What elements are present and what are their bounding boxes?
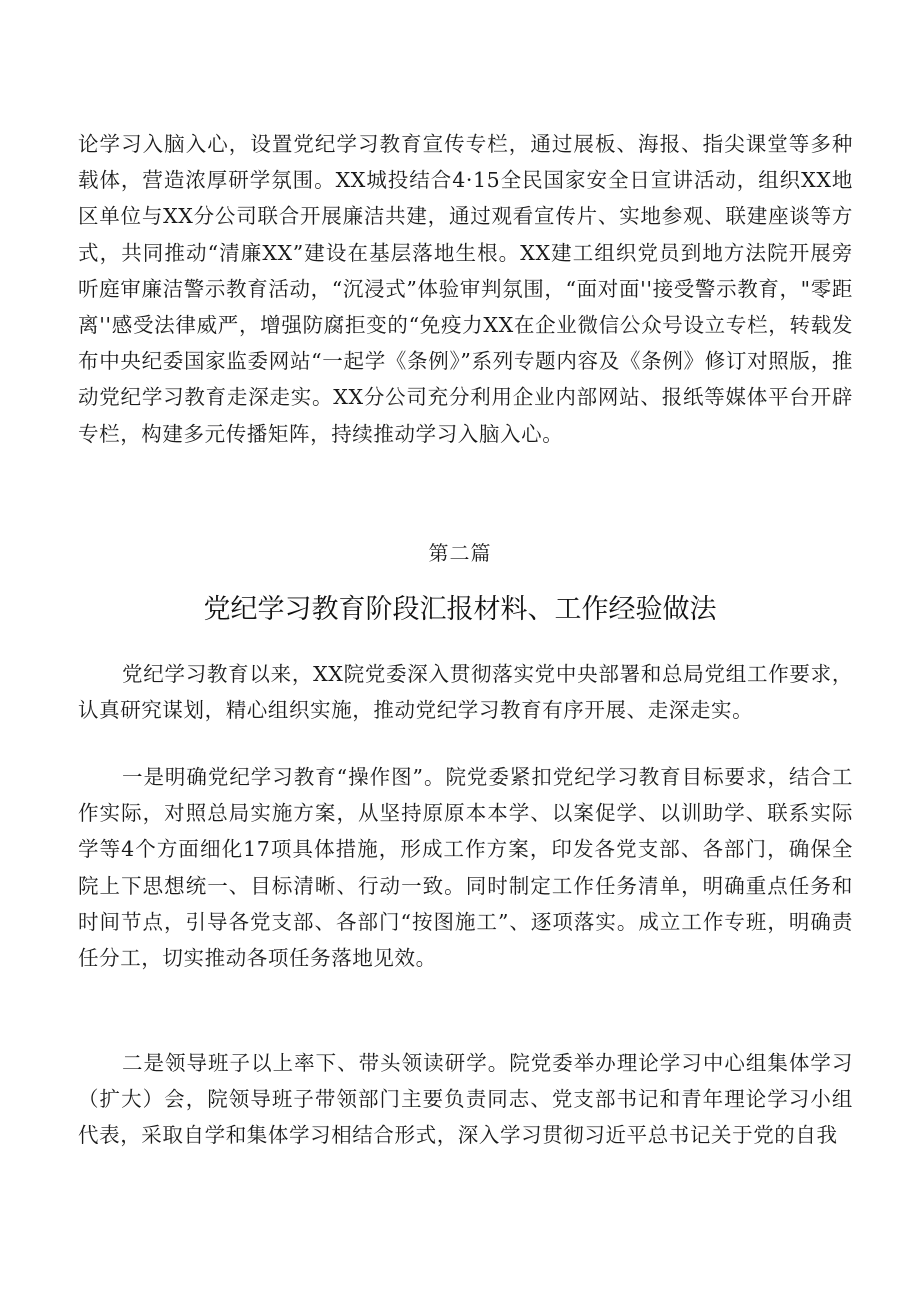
section-label: 第二篇 xyxy=(428,541,492,565)
continued-paragraph: 论学习入脑入心，设置党纪学习教育宣传专栏，通过展板、海报、指尖课堂等多种载体，营造浓厚研学氛围。XX城投结合4·15全民国家安全日宣讲活动，组织XX地区单位与XX分公司联合开展廉洁共建，通过观看宣传片、实地参观、联建座谈等方式，共同推动“清廉XX”建设在基层落地生根。XX建工组织党员到地方法院开展旁听庭审廉洁警示教育活动，“沉浸式”体验审判氛围，“面对面''接受警示教育，"零距离''感受法律威严，增强防腐拒变的“免疫力XX在企业微信公众号设立专栏，转载发布中央纪委国家监委网站“一起学《条例》”系列专题内容及《条例》修订对照版，推动党纪学习教育走深走实。XX分公司充分利用企业内部网站、报纸等媒体平台开辟专栏，构建多元传播矩阵，持续推动学习入脑入心。 xyxy=(78,132,853,446)
intro-paragraph: 党纪学习教育以来，XX院党委深入贯彻落实党中央部署和总局党组工作要求，认真研究谋划，精心组织实施，推动党纪学习教育有序开展、走深走实。 xyxy=(78,662,853,723)
document-title: 党纪学习教育阶段汇报材料、工作经验做法 xyxy=(203,594,717,625)
body-paragraph-leadership-study: 二是领导班子以上率下、带头领读研学。院党委举办理论学习中心组集体学习（扩大）会，院领导班子带领部门主要负责同志、党支部书记和青年理论学习小组代表，采取自学和集体学习相结合形式，深入学习贯彻习近平总书记关于党的自我 xyxy=(78,1051,853,1148)
body-paragraph-operation-map: 一是明确党纪学习教育“操作图”。院党委紧扣党纪学习教育目标要求，结合工作实际，对照总局实施方案，从坚持原原本本学、以案促学、以训助学、联系实际学等4个方面细化17项具体措施，形成工作方案，印发各党支部、各部门，确保全院上下思想统一、目标清晰、行动一致。同时制定工作任务清单，明确重点任务和时间节点，引导各党支部、各部门“按图施工”、逐项落实。成立工作专班，明确责任分工，切实推动各项任务落地见效。 xyxy=(78,765,853,971)
